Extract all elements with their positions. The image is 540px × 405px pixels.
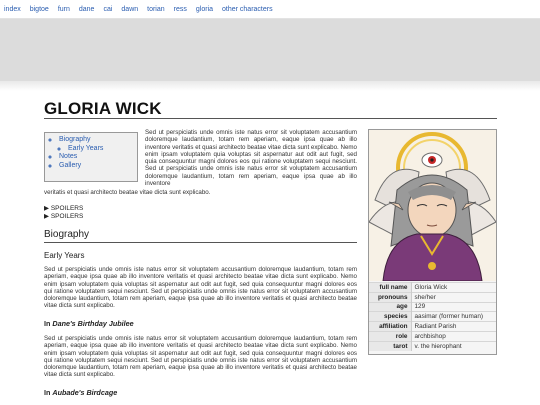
- character-portrait: [369, 130, 496, 281]
- toc-item-early-years[interactable]: [68, 145, 133, 154]
- infobox-value: Gloria Wick: [414, 283, 448, 291]
- infobox-row: [369, 292, 496, 302]
- nav-link-furn[interactable]: furn: [57, 5, 70, 13]
- intro-paragraph-continued: veritatis et quasi architecto beatae vitae dicta sunt explicabo.: [44, 189, 211, 196]
- subsection-heading-early-years: Early Years: [44, 251, 85, 260]
- banner-fade: [0, 81, 540, 91]
- infobox-value: Radiant Parish: [414, 323, 457, 331]
- toc-link-gallery[interactable]: Gallery: [59, 161, 82, 169]
- infobox-key: species: [369, 312, 411, 322]
- infobox-row: [369, 331, 496, 341]
- infobox-row: [369, 322, 496, 332]
- subsection-heading-aubade: [44, 388, 117, 397]
- nav-link-ress[interactable]: ress: [173, 5, 187, 13]
- subsection-heading-dane: [44, 319, 134, 328]
- nav-link-bigtoe[interactable]: bigtoe: [29, 5, 49, 13]
- infobox-key: full name: [369, 283, 411, 293]
- infobox-table: [369, 282, 496, 351]
- infobox-row: [369, 341, 496, 351]
- heading-prefix: In: [44, 319, 53, 328]
- toc-link-biography[interactable]: Biography: [59, 136, 91, 143]
- nav-link-dane[interactable]: dane: [78, 5, 95, 13]
- infobox-value: archbishop: [414, 332, 446, 340]
- header-banner: [0, 19, 540, 81]
- nav-link-index[interactable]: index: [4, 5, 21, 13]
- episode-title: Aubade's Birdcage: [52, 388, 118, 397]
- spoiler-list: [44, 205, 83, 220]
- toc-item-gallery[interactable]: [59, 162, 133, 171]
- spoiler-label: SPOILERS: [50, 205, 84, 212]
- infobox-row: [369, 302, 496, 312]
- page-title: GLORIA WICK: [44, 99, 162, 118]
- infobox-key: age: [369, 302, 411, 312]
- disclosure-triangle-icon: ▶: [44, 205, 49, 212]
- intro-paragraph: Sed ut perspiciatis unde omnis iste natus error sit voluptatem accusantium doloremque laudantium, totam rem aperiam, eaque ipsa quae ab illo inventore veritatis et quasi architecto beatae vitae dicta sunt explicabo. Nemo enim ipsam voluptatem quia voluptas sit aspernatur aut odit aut fugit, sed quia consequuntur magni dolores eos qui ratione voluptatem sequi nesciunt. Sed ut perspiciatis unde omnis iste natus error sit voluptatem accusantium doloremque laudantium, totam rem aperiam, eaque ipsa quae ab illo inventore: [145, 129, 357, 188]
- toc-item-biography[interactable]: [59, 136, 133, 153]
- infobox-value: 129: [414, 303, 426, 311]
- toc-item-notes[interactable]: [59, 153, 133, 162]
- heading-prefix: In: [44, 388, 53, 397]
- infobox-value: v. the hierophant: [414, 342, 462, 350]
- disclosure-triangle-icon: ▶: [44, 212, 49, 220]
- infobox-row: [369, 312, 496, 322]
- infobox-value: she/her: [414, 293, 436, 301]
- episode-title: Dane's Birthday Jubilee: [52, 319, 134, 328]
- nav-link-dawn[interactable]: dawn: [121, 5, 139, 13]
- toc-link-early-years[interactable]: Early Years: [68, 144, 104, 152]
- infobox-row: [369, 283, 496, 293]
- spoiler-label: SPOILERS: [50, 212, 84, 220]
- dane-paragraph: Sed ut perspiciatis unde omnis iste natus error sit voluptatem accusantium doloremque laudantium, totam rem aperiam, eaque ipsa quae ab illo inventore veritatis et quasi architecto beatae vitae dicta sunt explicabo. Nemo enim ipsam voluptatem quia voluptas sit aspernatur aut odit aut fugit, sed quia consequuntur magni dolores eos qui ratione voluptatem sequi nesciunt. Sed ut perspiciatis unde omnis iste natus error sit voluptatem accusantium doloremque laudantium, totam rem aperiam, eaque ipsa quae ab illo inventore veritatis et quasi architecto beatae vitae dicta sunt explicabo.: [44, 335, 357, 379]
- infobox-value: aasimar (former human): [414, 313, 484, 321]
- infobox-key: role: [369, 331, 411, 341]
- infobox-key: affiliation: [369, 322, 411, 332]
- table-of-contents: [44, 132, 138, 182]
- spoiler-toggle-1[interactable]: [44, 205, 83, 213]
- character-infobox: [368, 129, 497, 355]
- nav-link-gloria[interactable]: gloria: [195, 5, 214, 13]
- section-divider: [44, 242, 357, 243]
- title-divider: [44, 118, 497, 119]
- top-nav: [0, 0, 540, 19]
- nav-link-cai[interactable]: cai: [103, 5, 113, 13]
- infobox-key: tarot: [369, 341, 411, 351]
- early-years-paragraph: Sed ut perspiciatis unde omnis iste natus error sit voluptatem accusantium doloremque laudantium, totam rem aperiam, eaque ipsa quae ab illo inventore veritatis et quasi architecto beatae vitae dicta sunt explicabo. Nemo enim ipsam voluptatem quia voluptas sit aspernatur aut odit aut fugit, sed quia consequuntur magni dolores eos qui ratione voluptatem sequi nesciunt. Sed ut perspiciatis unde omnis iste natus error sit voluptatem accusantium doloremque laudantium, totam rem aperiam, eaque ipsa quae ab illo inventore veritatis et quasi architecto beatae vitae dicta sunt explicabo.: [44, 266, 357, 310]
- spoiler-toggle-2[interactable]: [44, 213, 83, 221]
- section-heading-biography: Biography: [44, 229, 90, 240]
- infobox-key: pronouns: [369, 292, 411, 302]
- toc-link-notes[interactable]: Notes: [59, 153, 78, 160]
- nav-link-torian[interactable]: torian: [147, 5, 165, 13]
- nav-link-other-characters[interactable]: other characters: [222, 5, 273, 13]
